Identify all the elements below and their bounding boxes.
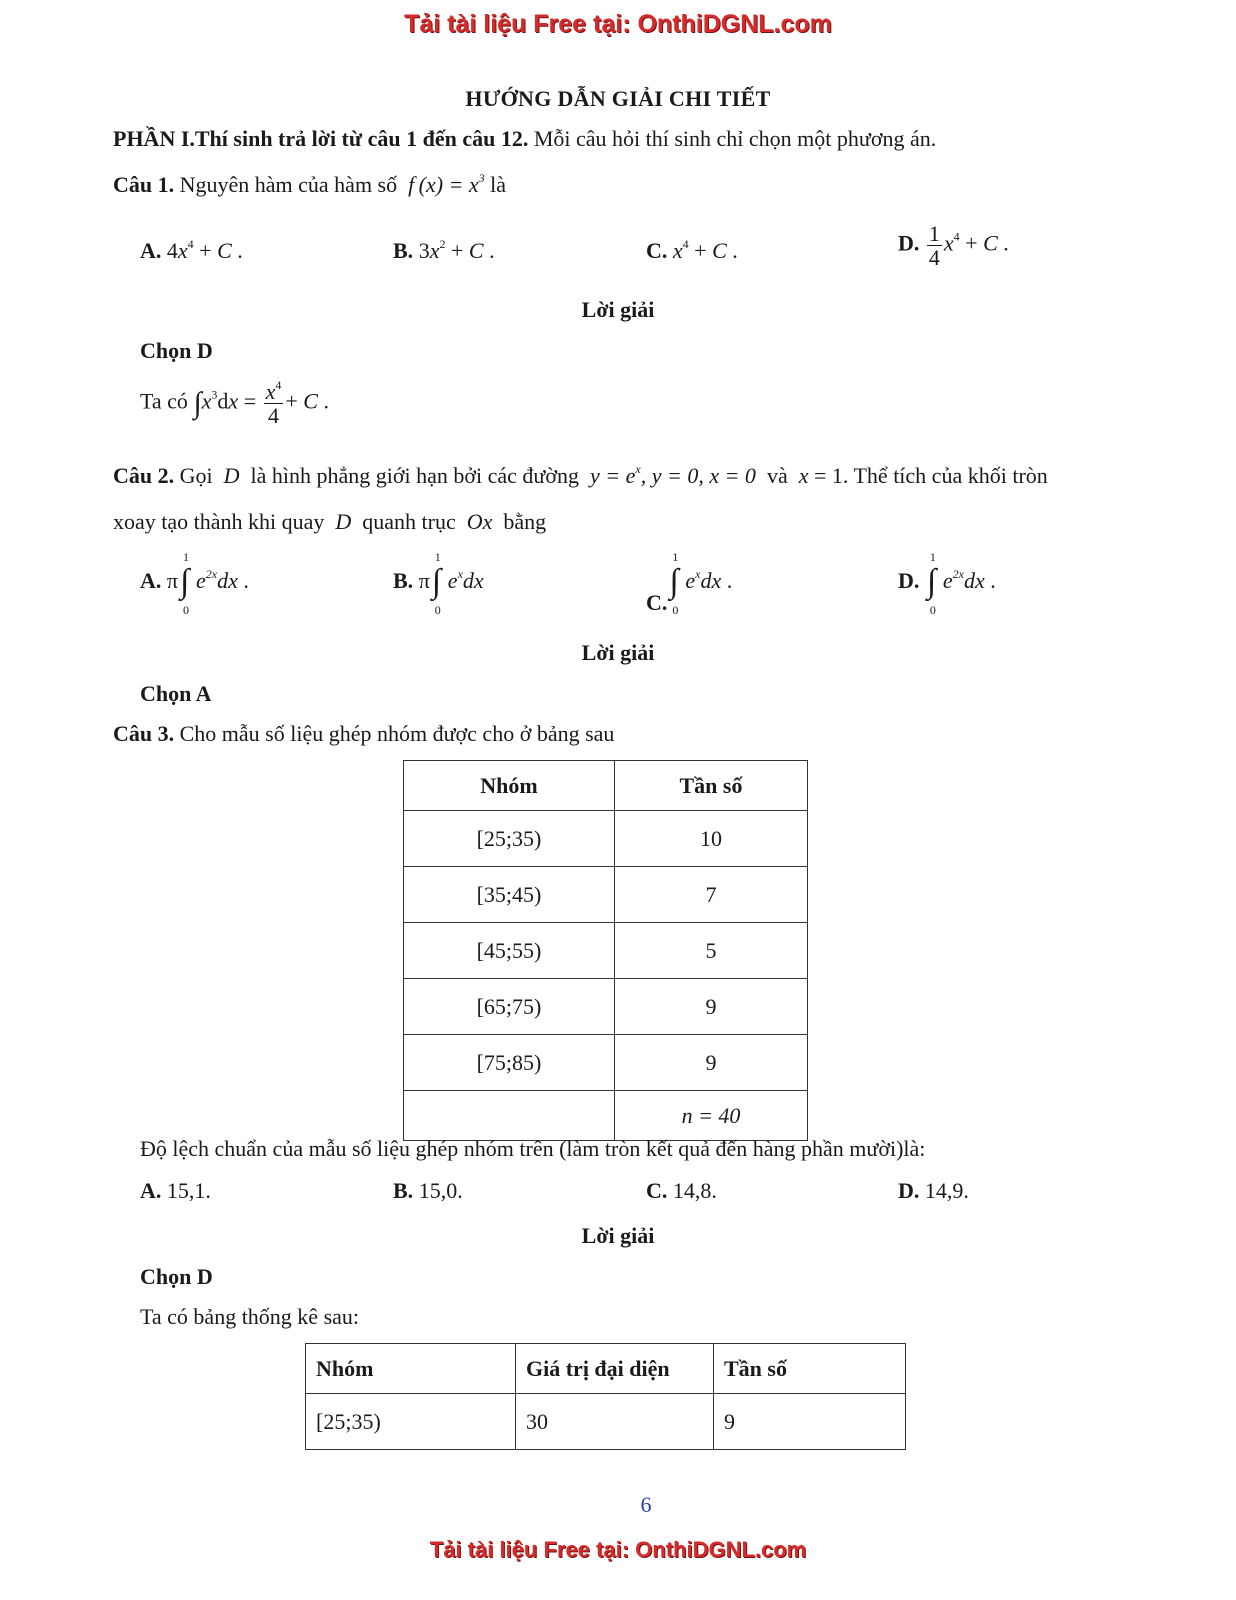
q3-answer: Chọn D [140,1264,213,1289]
question-1-text: Nguyên hàm của hàm số [179,172,398,197]
q2-text: quanh trục [362,509,456,534]
q2-answer: Chọn A [140,681,212,706]
option-value: 14,9. [924,1178,969,1203]
q3-option-b [393,1178,463,1204]
q2-option-b: B. π 1 ∫ 0 $e^xdx$ [393,550,484,617]
table-header: Giá trị đại diện [516,1344,714,1394]
stats-table [305,1343,906,1450]
question-2: Câu 2. Gọi D là hình phẳng giới hạn bởi các đường $y = e^x$, y = 0, x = 0 và x = 1. Thể tích của khối tròn [113,462,1048,488]
q2-option-c: C. 1 ∫ 0 $e^xdx$ . [646,550,733,617]
q3-option-c [646,1178,717,1204]
table-header: Tần số [615,761,808,811]
option-label: B. [393,1178,414,1203]
q1-work: Ta có $\int x^3dx$ = $\frac{x^4}{4}$ + C . [140,378,329,429]
option-label: D. [898,568,920,594]
part-note: Mỗi câu hỏi thí sinh chỉ chọn một phương án. [533,126,937,151]
option-label: B. [393,568,414,594]
option-label: A. [140,568,162,594]
q1-option-b: B. $3x^2 + C$ . [393,237,495,263]
option-value: 15,1. [166,1178,211,1203]
q2-text: xoay tạo thành khi quay [113,509,325,534]
frequency-table [403,760,808,1141]
question-3-label: Câu 3. [113,721,175,746]
table-row [404,979,808,1035]
table-cell-interval: [65;75) [404,979,615,1035]
q2-solution-heading: Lời giải [581,640,655,665]
table-row [404,867,808,923]
page-number: 6 [640,1492,652,1517]
q3-stats-intro: Ta có bảng thống kê sau: [140,1304,360,1329]
table-cell-frequency: 10 [615,811,808,867]
table-row [404,923,808,979]
table-cell-interval: [25;35) [306,1394,516,1450]
option-value: 15,0. [418,1178,463,1203]
table-cell-interval: [45;55) [404,923,615,979]
site-banner-top: Tải tài liệu Free tại: OnthiDGNL.com [404,10,832,38]
fraction: $\frac{1}{4}$ [928,221,940,271]
table-cell-frequency: 9 [714,1394,906,1450]
table-cell-interval: [25;35) [404,811,615,867]
table-cell-frequency: 5 [615,923,808,979]
q3-solution-heading: Lời giải [581,1223,655,1248]
table-header-row [404,761,808,811]
table-cell-frequency: 9 [615,1035,808,1091]
q3-option-d [898,1178,969,1204]
question-3-text: Cho mẫu số liệu ghép nhóm được cho ở bảng sau [179,721,615,746]
table-row [404,811,808,867]
table-row [404,1035,808,1091]
q1-option-a: A. $4x^4 + C$ . [140,237,243,263]
site-banner-bottom: Tải tài liệu Free tại: OnthiDGNL.com [429,1537,807,1562]
q3-option-a [140,1178,211,1204]
table-cell-frequency: 7 [615,867,808,923]
q1-option-d: D. $\frac{1}{4}$ $x^4 + C$ . [898,221,1009,271]
option-label: B. [393,238,414,263]
table-header: Tần số [714,1344,906,1394]
part-instruction [113,126,936,152]
page-title: HƯỚNG DẪN GIẢI CHI TIẾT [465,86,771,111]
question-1 [113,172,506,198]
table-cell-frequency: 9 [615,979,808,1035]
table-cell-interval: [75;85) [404,1035,615,1091]
q2-text: bằng [503,509,547,534]
question-2-label: Câu 2. [113,463,175,488]
question-1-tail: là [490,172,507,197]
q2-text: Gọi [179,463,213,488]
q2-text: và [766,463,788,488]
question-3 [113,721,614,747]
q1-solution-heading: Lời giải [581,297,655,322]
function-formula: f $(x) = x^3$ [402,171,485,197]
q2-option-a: A. π 1 ∫ 0 $e^{2x}dx$ . [140,550,249,617]
q1-option-c: C. $x^4 + C$ . [646,237,738,263]
option-label: A. [140,1178,162,1203]
q2-text: . Thể tích của khối tròn [842,463,1048,488]
option-label: C. [646,590,668,616]
option-label: C. [646,238,668,263]
option-label: D. [898,230,920,256]
question-2-line-2: xoay tạo thành khi quay D quanh trục Ox bằng [113,509,547,534]
table-cell-empty [404,1091,615,1141]
q2-option-d: D. 1 ∫ 0 $e^{2x}dx$ . [898,550,996,617]
table-header: Nhóm [404,761,615,811]
table-header-row [306,1344,906,1394]
table-cell-total: n = 40 [615,1091,808,1141]
q3-prompt: Độ lệch chuẩn của mẫu số liệu ghép nhóm trên (làm tròn kết quả đến hàng phần mười)là: [140,1136,926,1161]
table-header: Nhóm [306,1344,516,1394]
option-label: A. [140,238,162,263]
table-cell-interval: [35;45) [404,867,615,923]
fraction: $\frac{x^4}{4}$ [265,378,282,429]
option-value: 14,8. [672,1178,717,1203]
q2-text: là hình phẳng giới hạn bởi các đường [250,463,579,488]
work-prefix: Ta có [140,388,188,414]
table-total-row [404,1091,808,1141]
part-heading: PHẦN I.Thí sinh trả lời từ câu 1 đến câu 12. [113,126,529,151]
table-row [306,1394,906,1450]
q1-answer: Chọn D [140,338,213,363]
table-cell-value: 30 [516,1394,714,1450]
question-1-label: Câu 1. [113,172,175,197]
option-label: C. [646,1178,668,1203]
option-label: D. [898,1178,920,1203]
